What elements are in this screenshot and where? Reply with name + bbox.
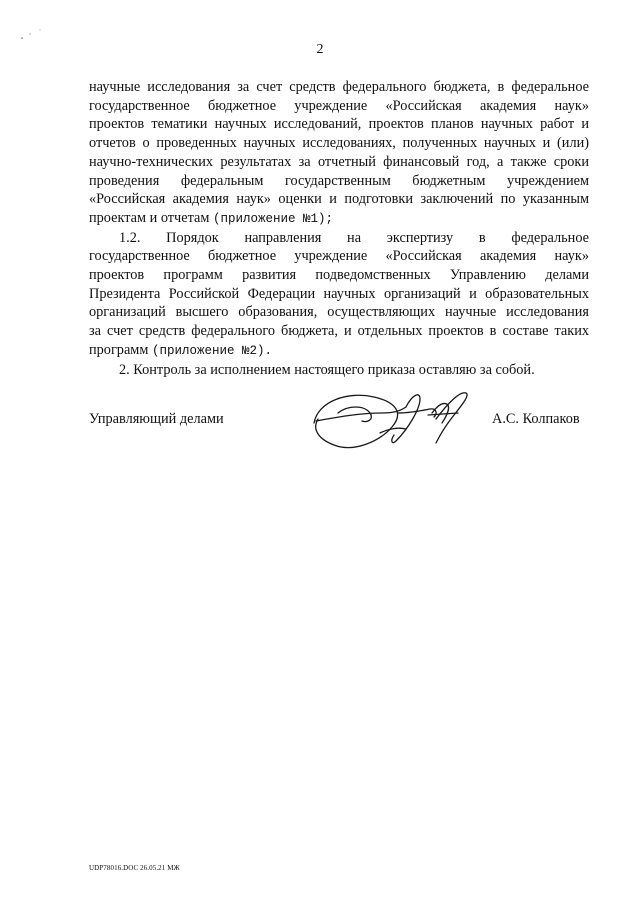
text-line: Президента Российской Федерации научных организаций и образовательных: [89, 285, 589, 302]
appendix-reference: (приложение №2).: [151, 343, 273, 358]
paragraph-1-2: [89, 229, 589, 361]
text-line: государственное бюджетное учреждение «Российская академия наук»: [89, 97, 589, 114]
signatory-title: Управляющий делами: [89, 411, 224, 427]
appendix-reference: (приложение №1);: [212, 211, 334, 226]
file-code-footer: UDP78016.DOC 26.05.21 МЖ: [89, 864, 180, 872]
text-line: 1.2. Порядок направления на экспертизу в федеральное: [119, 229, 589, 246]
signatory-name: А.С. Колпаков: [492, 411, 580, 427]
text-line: проведения федеральным государственным бюджетным учреждением: [89, 172, 589, 189]
text-line-last: [89, 209, 589, 229]
handwritten-signature: [308, 383, 478, 455]
paragraph-1: [89, 78, 589, 229]
page-number: 2: [316, 42, 324, 57]
text-line: отчетов о проведенных научных исследованиях, полученных научных и (или): [89, 135, 589, 152]
text-line-last: [89, 361, 589, 380]
text-line: «Российская академия наук» оценки и подготовки заключений по указанным: [89, 191, 589, 208]
scan-specks: [18, 24, 58, 44]
text-line-last: [89, 341, 589, 361]
text-segment: 2. Контроль за исполнением настоящего приказа оставляю за собой.: [119, 361, 535, 378]
text-line: проектов тематики научных исследований, проектов планов научных работ и: [89, 116, 589, 133]
text-line: государственное бюджетное учреждение «Российская академия наук»: [89, 248, 589, 265]
text-line: научно-технических результатах за отчетный финансовый год, а также сроки: [89, 153, 589, 170]
text-line: за счет средств федерального бюджета, и отдельных проектов в составе таких: [89, 323, 589, 340]
text-line: организаций высшего образования, осуществляющих научные исследования: [89, 304, 589, 321]
text-segment: программ: [89, 341, 152, 358]
text-line: научные исследования за счет средств федерального бюджета, в федеральное: [89, 79, 589, 95]
document-body: [89, 78, 589, 379]
text-segment: проектам и отчетам: [89, 209, 213, 226]
paragraph-2: [89, 361, 589, 380]
text-line: проектов программ развития подведомственных Управлению делами: [89, 267, 589, 284]
